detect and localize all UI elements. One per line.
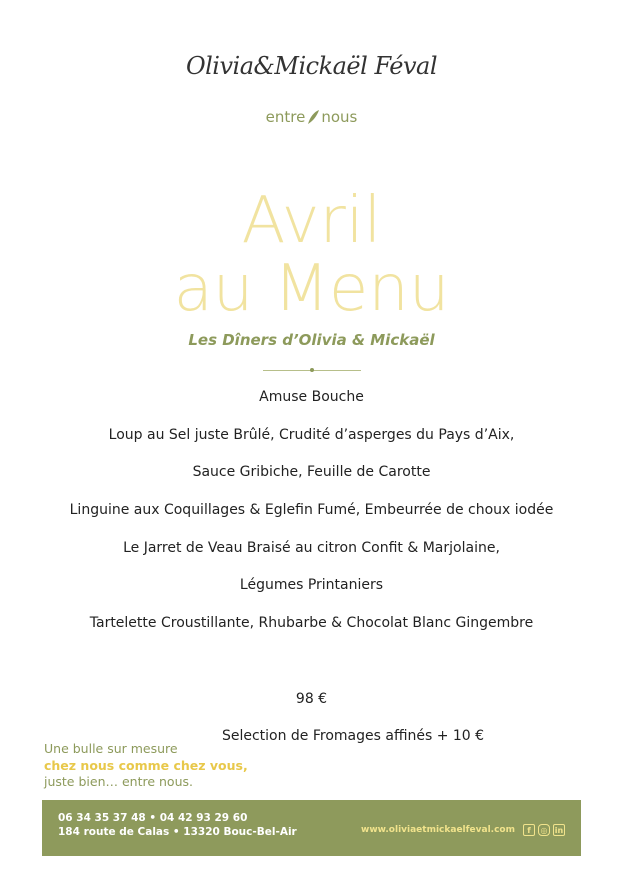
footer-phone: 06 34 35 37 48 • 04 42 93 29 60 xyxy=(58,812,248,824)
logo-sub-right: nous xyxy=(321,108,358,126)
footer-address: 184 route de Calas • 13320 Bouc-Bel-Air xyxy=(58,826,297,838)
instagram-icon[interactable]: ◎ xyxy=(538,824,550,836)
price: 98 € xyxy=(295,691,328,707)
menu-item: Tartelette Croustillante, Rhubarbe & Chocolat Blanc Gingembre xyxy=(89,615,534,631)
menu-item: Loup au Sel juste Brûlé, Crudité d’asperges du Pays d’Aix, xyxy=(108,427,515,443)
title-line-1: Avril xyxy=(241,184,382,258)
tagline-1: Une bulle sur mesure xyxy=(44,741,178,756)
logo-script: Olivia&Mickaël Féval xyxy=(185,52,438,80)
leaf-icon xyxy=(306,109,320,125)
facebook-icon[interactable]: f xyxy=(523,824,535,836)
tagline-2: chez nous comme chez vous, xyxy=(44,758,248,773)
menu-item: Le Jarret de Veau Braisé au citron Confit & Marjolaine, xyxy=(123,540,500,556)
website-link[interactable]: www.oliviaetmickaelfeval.com xyxy=(361,825,515,835)
menu-item: Amuse Bouche xyxy=(259,389,364,405)
divider-dot xyxy=(310,368,314,372)
logo-subtitle xyxy=(0,108,623,126)
menu-item: Sauce Gribiche, Feuille de Carotte xyxy=(192,464,431,480)
cheese-option: Selection de Fromages affinés + 10 € xyxy=(221,728,485,744)
title-line-2: au Menu xyxy=(173,252,450,326)
logo-sub-left: entre xyxy=(265,108,306,126)
linkedin-icon[interactable]: in xyxy=(554,826,564,835)
footer-bar xyxy=(42,800,581,856)
tagline-3: juste bien… entre nous. xyxy=(44,774,193,789)
subtitle: Les Dîners d’Olivia & Mickaël xyxy=(188,331,435,349)
menu-item: Légumes Printaniers xyxy=(239,577,384,593)
menu-item: Linguine aux Coquillages & Eglefin Fumé, Embeurrée de choux iodée xyxy=(69,502,554,518)
